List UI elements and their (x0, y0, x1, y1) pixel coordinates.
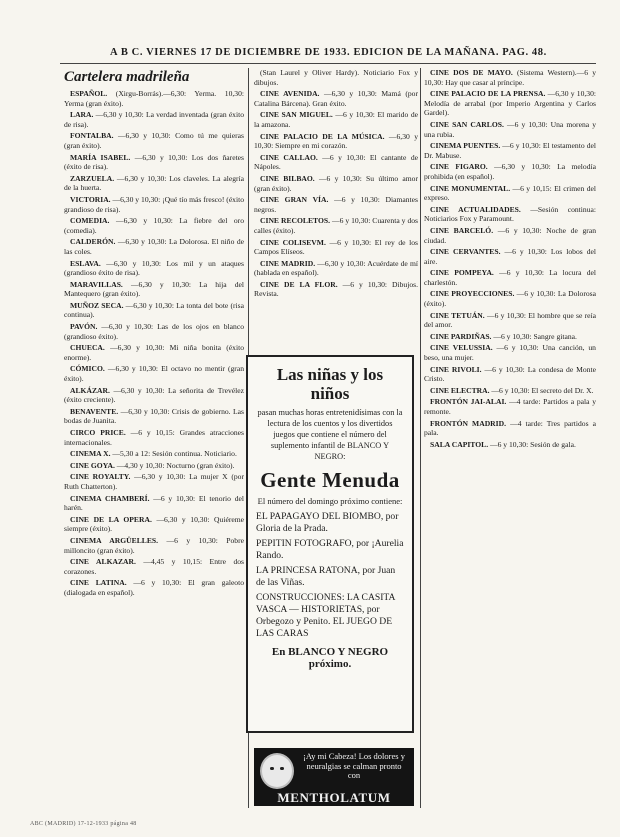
venue-name: CINE MADRID. (260, 258, 316, 268)
venue-program: —6 y 10,30: La locura del charlestón. (424, 268, 596, 287)
venue-program: (Xirgu-Borrás).—6,30: Yerma. 10,30: Yerma (gran éxito). (64, 89, 244, 108)
mentholatum-slogan: ¡Ay mi Cabeza! Los dolores y neuralgias se calman pronto con (303, 751, 405, 780)
venue-program: —6,30 y 10,30: Como tú me quieras (gran éxito). (64, 131, 244, 150)
listing-entry (254, 216, 418, 235)
listing-entry (424, 247, 596, 266)
ad-brand: Gente Menuda (260, 468, 400, 492)
listing-entry (254, 68, 418, 87)
listing-entry (64, 195, 244, 214)
venue-program: —4 tarde: Partidos a pala y remonte. (424, 397, 596, 416)
ad-intro: pasan muchas horas entretenidísimas con la lectura de los cuentos y los divertidos juegos que contiene el número del suplemento infantil de BLANCO Y NEGRO: (257, 408, 403, 461)
venue-program: —6 y 10,30: El marido de la amazona. (254, 110, 418, 129)
venue-program: —4 tarde: Tres partidos a pala. (424, 418, 596, 438)
venue-name: CINEMA X. (70, 449, 111, 459)
cartelera-column-3 (424, 68, 596, 803)
listing-entry (64, 89, 244, 108)
venue-name: CHUECA. (70, 343, 105, 353)
venue-program: —6,30 y 10,30: ¡Qué tío más fresco! (éxito grandioso de risa). (64, 194, 244, 214)
venue-name: ZARZUELA. (70, 173, 115, 183)
venue-program: —6,30 y 10,30: Quiéreme siempre (éxito). (64, 514, 244, 534)
venue-program: —6 y 10,30: Pobre milloncito (gran éxito). (64, 535, 244, 555)
listing-list (424, 68, 596, 449)
venue-program: —6,30 y 10,30: La mujer X (por Ruth Chatterton). (64, 472, 244, 491)
listing-entry (424, 386, 596, 396)
listing-entry (424, 440, 596, 450)
listing-entry (254, 259, 418, 278)
venue-program: —6,30 y 10,30: Las de los ojos en blanco (grandioso éxito). (64, 322, 244, 341)
page-header: A B C. VIERNES 17 DE DICIEMBRE DE 1933. EDICION DE LA MAÑANA. PAG. 48. (110, 47, 547, 58)
venue-name: CINE DOS DE MAYO. (430, 68, 513, 77)
gente-menuda-advertisement (246, 355, 414, 733)
venue-program: —6 y 10,30: El cantante de Nápoles. (254, 152, 418, 172)
venue-program: —6 y 10,15: El crimen del expreso. (424, 183, 596, 203)
listing-list (254, 68, 418, 299)
venue-name: CINE ROYALTY. (70, 472, 131, 482)
listing-entry (64, 110, 244, 129)
venue-name: CINE PROYECCIONES. (430, 289, 515, 299)
listing-entry (254, 238, 418, 257)
venue-program: —6 y 10,30: Una canción, un beso, una mujer. (424, 343, 596, 363)
venue-name: CINE FIGARO. (430, 162, 488, 172)
listing-entry (64, 174, 244, 193)
venue-program: —6 y 10,30: Diamantes negros. (254, 195, 418, 214)
column-rule-2 (420, 68, 421, 808)
venue-name: CINE LATINA. (70, 578, 127, 588)
venue-program: —6,30 y 10,30: Acuérdate de mí (hablada en español). (254, 258, 418, 278)
venue-name: MUÑOZ SECA. (70, 300, 124, 310)
listing-entry (424, 311, 596, 330)
venue-name: CINE CALLAO. (260, 152, 318, 162)
face-illustration-icon (260, 753, 294, 789)
venue-name: CINE COLISEVM. (260, 237, 326, 247)
venue-name: CALDERÓN. (70, 237, 116, 247)
venue-name: CÓMICO. (70, 364, 105, 374)
listing-entry (64, 216, 244, 235)
listing-entry (64, 472, 244, 491)
venue-name: LARA. (70, 110, 94, 120)
venue-name: CINE GRAN VÍA. (260, 195, 329, 205)
venue-name: CINE GOYA. (70, 460, 115, 470)
venue-name: FRONTÓN MADRID. (430, 418, 507, 428)
listing-entry (64, 428, 244, 447)
venue-program: —6,30 y 10,30: La hija del Mantequero (gran éxito). (64, 279, 244, 299)
venue-name: CINE PARDIÑAS. (430, 331, 492, 341)
venue-program: —6,30 y 10,30: La señorita de Trevélez (éxito creciente). (64, 385, 244, 405)
venue-name: CINE VELUSSIA. (430, 343, 493, 353)
listing-entry (424, 205, 596, 224)
venue-name: CINE BILBAO. (260, 173, 315, 183)
listing-entry (254, 153, 418, 172)
listing-entry (424, 141, 596, 160)
listing-entry (424, 89, 596, 118)
venue-program: —6 y 10,30: Los lobos del aire. (424, 247, 596, 266)
venue-name: SALA CAPITOL. (430, 439, 489, 449)
mentholatum-advertisement (254, 748, 414, 806)
header-rule (60, 63, 596, 64)
venue-program: —6 y 10,30: Noche de gran ciudad. (424, 225, 596, 245)
listing-entry (424, 120, 596, 139)
listing-entry (64, 386, 244, 405)
listing-entry (254, 132, 418, 151)
listing-entry (64, 578, 244, 597)
ad-item: CONSTRUCCIONES: LA CASITA VASCA — HISTORIETAS, por Orbegozo y Penito. EL JUEGO DE LAS CARAS (256, 592, 395, 639)
ad-footer: En BLANCO Y NEGRO próximo. (271, 646, 389, 670)
section-title: Cartelera madrileña (64, 69, 190, 85)
venue-name: CINE SAN CARLOS. (430, 119, 504, 129)
venue-program: —5,30 a 12: Sesión continua. Noticiario. (112, 449, 237, 459)
venue-name: CINE PALACIO DE LA MÚSICA. (260, 131, 385, 141)
venue-name: MARÍA ISABEL. (70, 152, 131, 162)
cartelera-column-1 (64, 68, 244, 768)
listing-entry (64, 237, 244, 256)
venue-program: —6,30 y 10,30: La fiebre del oro (comedia). (64, 216, 244, 235)
listing-entry (254, 89, 418, 108)
page-footline: ABC (MADRID) 17-12-1933 página 48 (30, 821, 137, 827)
listing-entry (64, 364, 244, 383)
venue-name: COMEDIA. (70, 216, 110, 226)
listing-entry (254, 280, 418, 299)
venue-name: CINEMA PUENTES. (430, 141, 501, 151)
venue-program: —6 y 10,30: La condesa de Monte Cristo. (424, 364, 596, 384)
listing-entry (64, 280, 244, 299)
ad-headline: Las niñas y los niños (276, 365, 384, 403)
listing-entry (64, 449, 244, 459)
listing-entry (424, 397, 596, 416)
venue-program: —6 y 10,30: Cuarenta y dos calles (éxito). (254, 216, 418, 235)
listing-entry (64, 407, 244, 426)
venue-name: VICTORIA. (70, 194, 111, 204)
venue-program: —6 y 10,30: El testamento del Dr. Mabuse. (424, 141, 596, 160)
listing-entry (64, 557, 244, 576)
ad-subtitle: El número del domingo próximo contiene: (257, 496, 403, 506)
listing-entry (424, 184, 596, 203)
listing-entry (64, 322, 244, 341)
listing-entry (424, 289, 596, 308)
venue-program: —6 y 10,30: El secreto del Dr. X. (491, 385, 594, 395)
listing-entry (254, 195, 418, 214)
venue-name: BENAVENTE. (70, 406, 119, 416)
venue-program: —6,30 y 10,30: Los mil y un ataques (grandioso éxito de risa). (64, 258, 244, 278)
venue-program: —6 y 10,30: La Dolorosa (éxito). (424, 289, 596, 309)
venue-name: CINE MONUMENTAL. (430, 183, 511, 193)
listing-entry (424, 332, 596, 342)
venue-name: CINE AVENIDA. (260, 89, 320, 99)
listing-entry (64, 494, 244, 513)
venue-program: —6,30 y 10,30: Melodía de arrabal (por Imperio Argentina y Carlos Gardel). (424, 89, 596, 118)
venue-program: (Sistema Western).—6 y 10,30: Hay que casar al príncipe. (424, 68, 596, 87)
listing-entry (254, 110, 418, 129)
listing-entry (64, 153, 244, 172)
listing-entry (64, 536, 244, 555)
listing-entry (424, 419, 596, 438)
venue-name: CINE ACTUALIDADES. (430, 204, 521, 214)
venue-name: CIRCO PRICE. (70, 428, 126, 437)
venue-program: —4,30 y 10,30: Nocturno (gran éxito). (116, 460, 235, 470)
venue-program: —Sesión continua: Noticiarios Fox y Paramount. (424, 204, 596, 224)
listing-entry (424, 226, 596, 245)
venue-program: —6,30 y 10,30: La tonta del bote (risa continua). (64, 300, 244, 320)
ad-item: PEPITIN FOTOGRAFO, por ¡Aurelia Rando. (256, 538, 404, 561)
venue-program: —6,30 y 10,30: Mamá (por Catalina Bárcena). Gran éxito. (254, 89, 418, 108)
venue-name: FONTALBA. (70, 131, 114, 141)
venue-name: CINE SAN MIGUEL. (260, 110, 333, 120)
venue-program: —6 y 10,30: Dibujos. Revista. (254, 279, 418, 299)
venue-name: CINE DE LA OPERA. (70, 514, 152, 524)
listing-entry (424, 162, 596, 181)
listing-entry (64, 131, 244, 150)
venue-program: —6,30 y 10,30: Crisis de gobierno. Las bodas de Juanita. (64, 406, 244, 426)
venue-name: CINE PALACIO DE LA PRENSA. (430, 89, 546, 99)
venue-name: CINE RIVOLI. (430, 364, 482, 374)
ad-item: EL PAPAGAYO DEL BIOMBO, por Gloria de la Prada. (256, 511, 399, 534)
venue-program: (Stan Laurel y Oliver Hardy). Noticiario Fox y dibujos. (254, 68, 418, 87)
listing-entry (64, 343, 244, 362)
venue-program: —6,30 y 10,30: Los claveles. La alegría de la huerta. (64, 173, 244, 193)
venue-name: CINEMA CHAMBERÍ. (70, 493, 150, 503)
venue-program: —6,30 y 10,30: Siempre en mi corazón. (254, 131, 418, 151)
venue-name: PAVÓN. (70, 322, 98, 332)
venue-name: CINE ELECTRA. (430, 385, 490, 395)
venue-program: —6 y 10,30: El rey de los Campos Elíseos. (254, 237, 418, 257)
venue-program: —6,30 y 10,30: La Dolorosa. El niño de las coles. (64, 237, 244, 256)
listing-entry (64, 461, 244, 471)
mentholatum-product-name: MENTHOLATUM (277, 790, 391, 805)
venue-program: —6,30 y 10,30: Los dos ñaretes (éxito de risa). (64, 152, 244, 172)
venue-name: CINE TETUÁN. (430, 310, 485, 320)
listing-entry (64, 301, 244, 320)
listing-list (64, 89, 244, 598)
ad-item: LA PRINCESA RATONA, por Juan de las Viñas. (256, 565, 396, 588)
venue-program: —6,30 y 10,30: Mi niña bonita (éxito enorme). (64, 343, 244, 362)
listing-entry (424, 365, 596, 384)
listing-entry (424, 343, 596, 362)
venue-program: —6,30 y 10,30: La verdad inventada (gran éxito de risa). (64, 110, 244, 129)
listing-entry (424, 68, 596, 87)
venue-name: CINEMA ARGÜELLES. (70, 535, 159, 545)
venue-program: —6 y 10,30: Una morena y una rubia. (424, 119, 596, 139)
venue-name: ALKÁZAR. (70, 385, 110, 395)
venue-program: —6 y 10,30: El tenorio del harén. (64, 493, 244, 513)
venue-program: —6 y 10,15: Grandes atracciones internacionales. (64, 428, 244, 447)
venue-name: CINE CERVANTES. (430, 247, 501, 257)
venue-program: —6 y 10,30: Su último amor (gran éxito). (254, 173, 418, 193)
venue-name: CINE POMPEYA. (430, 268, 494, 278)
venue-name: CINE DE LA FLOR. (260, 279, 338, 289)
venue-program: —6 y 10,30: El hombre que se reía del amor. (424, 310, 596, 330)
listing-entry (424, 268, 596, 287)
venue-program: —4,45 y 10,15: Entre dos corazones. (64, 557, 244, 576)
venue-program: —6,30 y 10,30: El octavo no mentir (gran éxito). (64, 364, 244, 384)
listing-entry (64, 515, 244, 534)
listing-entry (64, 259, 244, 278)
venue-program: —6 y 10,30: Sesión de gala. (490, 439, 576, 449)
venue-name: ESLAVA. (70, 258, 101, 268)
listing-entry (254, 174, 418, 193)
venue-program: —6,30 y 10,30: La melodía prohibida (en español). (424, 162, 596, 181)
venue-program: —6 y 10,30: Sangre gitana. (493, 331, 577, 341)
venue-name: FRONTÓN JAI-ALAI. (430, 397, 507, 407)
venue-program: —6 y 10,30: El gran galeoto (dialogada en español). (64, 578, 244, 597)
venue-name: CINE ALKAZAR. (70, 557, 136, 567)
venue-name: ESPAÑOL. (70, 89, 108, 98)
venue-name: MARAVILLAS. (70, 279, 123, 289)
venue-name: CINE BARCELÓ. (430, 225, 494, 235)
cartelera-column-2 (254, 68, 418, 338)
venue-name: CINE RECOLETOS. (260, 216, 330, 226)
